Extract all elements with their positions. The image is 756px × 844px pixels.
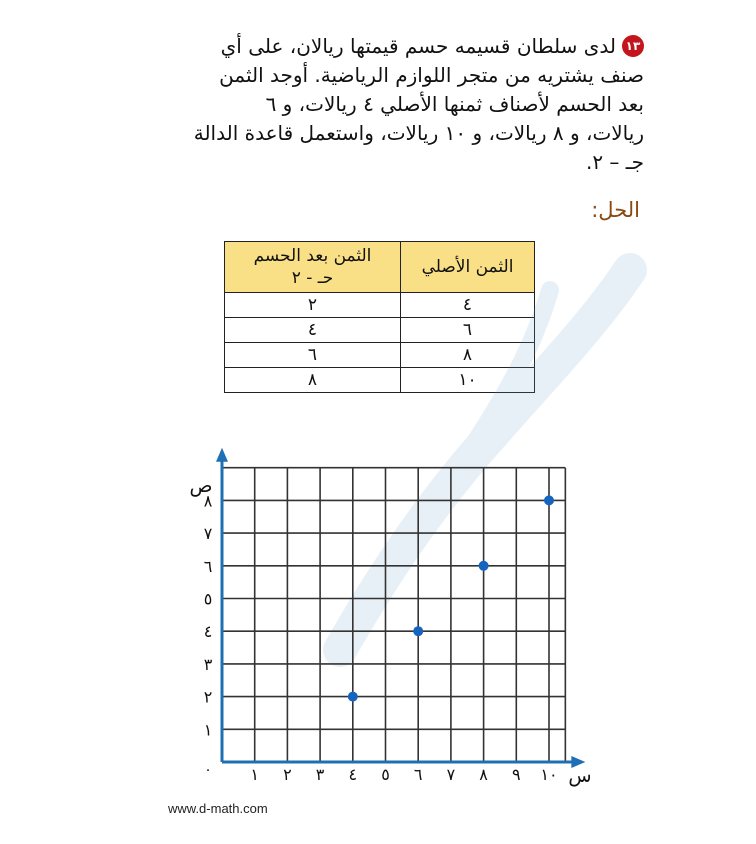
header-original-price-text: الثمن الأصلي	[421, 257, 514, 277]
origin-label: ٠	[204, 762, 212, 778]
x-tick-label: ٥	[381, 765, 390, 784]
data-point	[544, 495, 554, 505]
cell-discounted: ٨	[225, 368, 401, 393]
x-tick-label: ١٠	[540, 765, 558, 784]
data-point	[348, 692, 358, 702]
solution-heading: الحل:	[591, 198, 640, 222]
header-discounted-line1: الثمن بعد الحسم	[253, 246, 372, 266]
y-tick-label: ٤	[203, 622, 213, 642]
x-tick-label: ١	[250, 765, 259, 784]
y-tick-label: ١	[203, 720, 213, 740]
cell-discounted: ٢	[225, 293, 401, 318]
x-tick-label: ٧	[446, 765, 456, 784]
header-discounted-line2: حـ - ٢	[291, 268, 334, 288]
y-tick-label: ٧	[203, 524, 213, 544]
problem-line-1-text: لدى سلطان قسيمه حسم قيمتها ريالان، على أي	[220, 34, 616, 58]
y-tick-label: ٥	[203, 589, 213, 609]
cell-discounted: ٤	[225, 318, 401, 343]
y-tick-label: ٣	[203, 654, 213, 674]
problem-line-2: صنف يشتريه من متجر اللوازم الرياضية. أوجد الثمن	[219, 63, 644, 87]
cell-original: ٦	[401, 318, 535, 343]
y-axis-label: ص	[189, 475, 213, 497]
x-tick-label: ٦	[413, 765, 423, 784]
x-tick-label: ٩	[512, 765, 521, 784]
x-tick-label: ٤	[348, 765, 358, 784]
problem-line-3: بعد الحسم لأصناف ثمنها الأصلي ٤ ريالات، و ٦	[265, 92, 644, 116]
cell-original: ١٠	[401, 368, 535, 393]
website-url: www.d-math.com	[168, 801, 268, 816]
y-tick-label: ٨	[203, 491, 213, 511]
x-tick-label: ٨	[479, 765, 488, 784]
x-axis-label: س	[568, 765, 592, 787]
cell-original: ٨	[401, 343, 535, 368]
x-tick-label: ٣	[315, 765, 325, 784]
problem-line-5: جـ – ٢.	[585, 150, 644, 174]
problem-line-4: ريالات، و ٨ ريالات، و ١٠ ريالات، واستعمل قاعدة الدالة	[193, 121, 644, 145]
y-tick-label: ٦	[203, 556, 213, 576]
cell-original: ٤	[401, 293, 535, 318]
data-point	[413, 626, 423, 636]
problem-number-badge: ١٣	[622, 35, 644, 57]
data-point	[479, 561, 489, 571]
y-tick-label: ٢	[203, 687, 213, 707]
cell-discounted: ٦	[225, 343, 401, 368]
x-tick-label: ٢	[283, 765, 292, 784]
y-axis-arrow-icon	[216, 448, 228, 462]
